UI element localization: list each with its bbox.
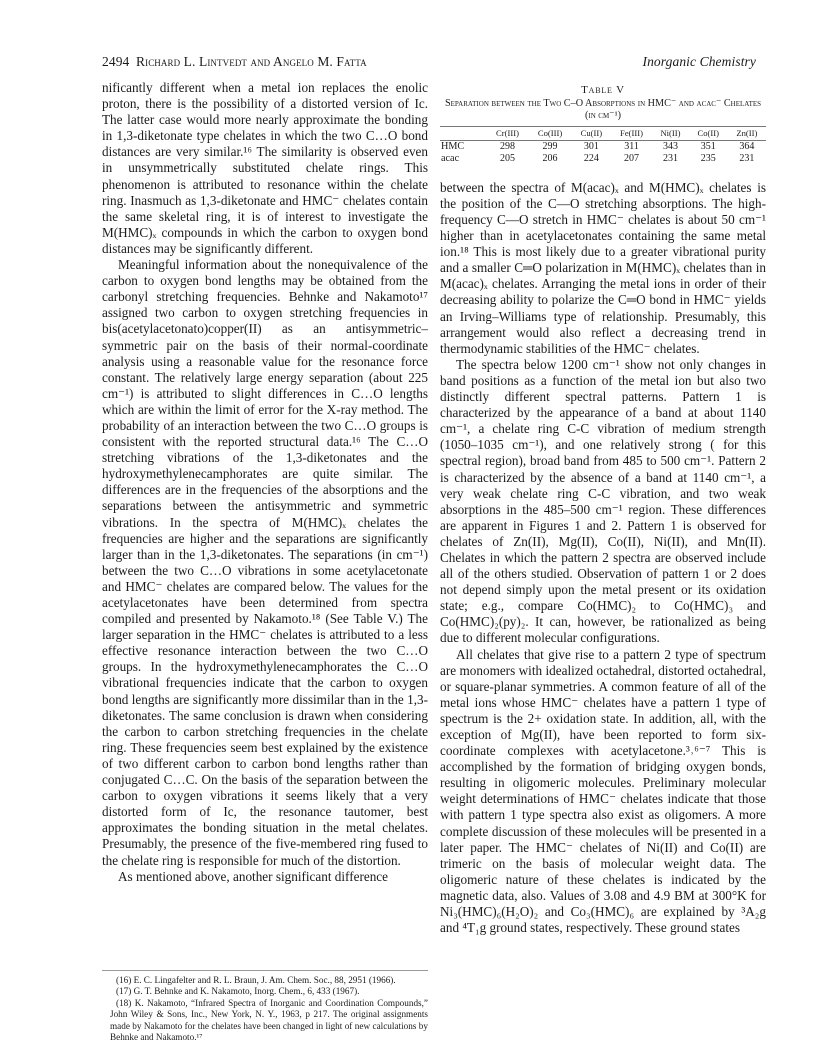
row-label: acac (441, 153, 460, 165)
table-row (440, 153, 766, 166)
table-v (440, 84, 766, 166)
table-cell: 206 (542, 153, 558, 165)
column-header: Fe(III) (620, 127, 643, 138)
table-cell: 224 (583, 153, 599, 165)
left-column (102, 80, 428, 885)
table-corner (440, 126, 487, 140)
table-header-row (440, 126, 766, 140)
column-header: Ni(II) (660, 127, 681, 138)
table-row (440, 140, 766, 153)
column-header: Cu(II) (580, 127, 603, 138)
page-number: 2494 (102, 54, 130, 69)
paragraph: The spectra below 1200 cm⁻¹ show not only changes in band positions as a function of the metal ion but also two distinctly different spectral patterns. Pattern 1 is characterized by the appearance of a band at about 1140 cm⁻¹, a chelate ring C-C vibration of medium strength (1050–1035 cm⁻¹), and one relatively strong ( for this spectral region), broad band from 485 to 500 cm⁻¹. Pattern 2 is characterized by the absence of a band at 1140 cm⁻¹, a very weak chelate ring C-C vibration, and two weak absorptions in the 485–500 cm⁻¹ region. These differences are apparent in Figures 1 and 2. Pattern 1 is observed for chelates of Zn(II), Mg(II), Co(II), Ni(II), and Mn(II). Chelates in which the pattern 2 spectra are observed include all of the others studied. Observation of pattern 1 or 2 does not depend simply upon the metal present or its oxidation state; e.g., compare Co(HMC)₂ to Co(HMC)₃ and Co(HMC)₂(py)₂. It can, however, be rationalized as being due to different molecular configurations. (440, 356, 766, 646)
footnotes (102, 970, 428, 1043)
table-cell: 364 (739, 140, 755, 152)
table-cell: 205 (499, 153, 515, 165)
table-caption: Separation between the Two C–O Absorptions in HMC⁻ and acac⁻ Chelates (in cm⁻¹) (444, 98, 762, 122)
table-cell: 343 (662, 140, 678, 152)
table-cell: 299 (542, 140, 558, 152)
authors: Richard L. Lintvedt and Angelo M. Fatta (136, 54, 367, 69)
paragraph: between the spectra of M(acac)ₓ and M(HMC)ₓ chelates is the position of the C—O stretching absorptions. The high-frequency C—O stretch in HMC⁻ chelates is about 50 cm⁻¹ higher than in acetylacetonates containing the same metal ion.¹⁸ This is most likely due to a greater vibrational purity and a smaller C═O polarization in M(HMC)ₓ chelates than in M(acac)ₓ chelates. Arranging the metal ions in order of their decreasing ability to polarize the C═O bond in HMC⁻ yields an Irving–Williams type of relationship. Presumably, this arrangement would also reflect a decreasing trend in thermodynamic stabilities of the HMC⁻ chelates. (440, 179, 766, 356)
table-cell: 351 (700, 140, 716, 152)
table-cell: 207 (624, 153, 639, 165)
table-cell: 301 (583, 140, 599, 152)
footnote-16: (16) E. C. Lingafelter and R. L. Braun, J. Am. Chem. Soc., 88, 2951 (1966). (116, 975, 396, 985)
column-header: Cr(III) (496, 127, 519, 138)
table-label: Table V (581, 84, 625, 96)
table-cell: 298 (499, 140, 515, 152)
column-header: Co(II) (697, 127, 719, 138)
table-cell: 235 (700, 153, 716, 165)
separation-table (440, 126, 766, 166)
paragraph: nificantly different when a metal ion replaces the enolic proton, there is the possibility of a distorted version of Ic. The latter case would more nearly approximate the bonding in 1,3-diketonate type chelates in which the two C…O bond distances are very similar.¹⁶ The similarity is observed even in unsymmetrically substituted chelate rings. This phenomenon is attributed to resonance within the chelate ring. Inasmuch as 1,3-diketonate and HMC⁻ chelates contain the same skeletal ring, it is of interest to investigate the M(HMC)ₓ compounds in which the carbon to oxygen bond distances may be significantly different. (102, 80, 428, 256)
column-header: Co(III) (537, 127, 563, 138)
paragraph: As mentioned above, another significant difference (118, 868, 389, 884)
table-cell: 311 (624, 140, 639, 152)
right-column (440, 80, 766, 936)
table-cell: 231 (739, 153, 755, 165)
row-label: HMC (441, 140, 465, 152)
footnote-18: (18) K. Nakamoto, “Infrared Spectra of Inorganic and Coordination Compounds,” John Wiley & Sons, Inc., New York, N. Y., 1963, p 217. The original assignments made by Nakamoto for the chelates have been changed in light of new calculations by Behnke and Nakamoto.¹⁷ (110, 997, 428, 1043)
footnote-17: (17) G. T. Behnke and K. Nakamoto, Inorg. Chem., 6, 433 (1967). (116, 986, 360, 997)
journal-name: Inorganic Chemistry (642, 54, 756, 69)
paragraph: All chelates that give rise to a pattern 2 type of spectrum are monomers with idealized octahedral, distorted octahedral, or square-planar symmetries. A common feature of all of the metal ions whose HMC⁻ chelates have a pattern 1 type of spectrum is the 2+ oxidation state. In addition, all, with the exception of Mg(II), have been reported to form six-coordinate complexes with acetylacetone.³˒⁶⁻⁷ This is accomplished by the formation of bridging oxygen bonds, resulting in oligomeric molecules. Preliminary molecular weight determinations of HMC⁻ chelates indicate that those with pattern 1 type spectra also exist as oligomers. A more complete discussion of these molecules will be presented in a later paper. The HMC⁻ chelates of Ni(II) and Co(II) are trimeric on the basis of molecular weight data. The oligomeric nature of these chelates is indicated by the magnetic data, also. Values of 3.08 and 4.9 BM at 300°K for Ni₃(HMC)₆(H₂O)₂ and Co₃(HMC)₆ are explained by ³A₂g and ⁴T₁g ground states, respectively. These ground states (440, 646, 766, 936)
paragraph: Meaningful information about the nonequivalence of the carbon to oxygen bond lengths may be obtained from the carbonyl stretching frequencies. Behnke and Nakamoto¹⁷ assigned two carbon to oxygen stretching frequencies in bis(acetylacetonato)copper(II) as an antisymmetric–symmetric pair on the basis of their normal-coordinate analysis using a reasonable value for the resonance force constant. The relatively large energy separation (about 225 cm⁻¹) is attributed to slight differences in C…O lengths which are within the limit of error for the X-ray method. The probability of an interaction between the two C…O groups is consistent with the reported structural data.¹⁶ The C…O stretching vibrations of the 1,3-diketonates and the hydroxymethylenecamphorates are quite similar. The differences are in the frequencies of the absorptions and the separations between the antisymmetric and symmetric vibrations. In the spectra of M(HMC)ₓ chelates the frequencies are higher and the separations are significantly larger than in the 1,3-diketonates. The separations (in cm⁻¹) between the two C…O vibrations in some acetylacetonate and HMC⁻ chelates are compared below. The values for the acetylacetonates have been determined from spectra compiled and presented by Nakamoto.¹⁸ (See Table V.) The larger separation in the HMC⁻ chelates is attributed to a less effective resonance interaction between the two C…O groups. In the hydroxymethylenecamphorates the C…O vibrational frequencies indicate that the carbon to oxygen bond lengths are significantly more dissimilar than in the 1,3-diketonates. The same conclusion is drawn when considering the carbon to carbon stretching frequencies in the chelate ring. These frequencies seem best explained by the existence of two different carbon to carbon bond lengths rather than conjugated C…C. On the basis of the separation between the carbon to oxygen vibrations it seems likely that a very distorted form of Ic, the resonance tautomer, best approximates the bonding situation in the metal chelates. Presumably, the presence of the five-membered ring fused to the chelate ring is responsible for much of the distortion. (102, 257, 428, 868)
table-cell: 231 (662, 153, 678, 165)
column-header: Zn(II) (736, 127, 758, 138)
running-head (102, 54, 756, 72)
